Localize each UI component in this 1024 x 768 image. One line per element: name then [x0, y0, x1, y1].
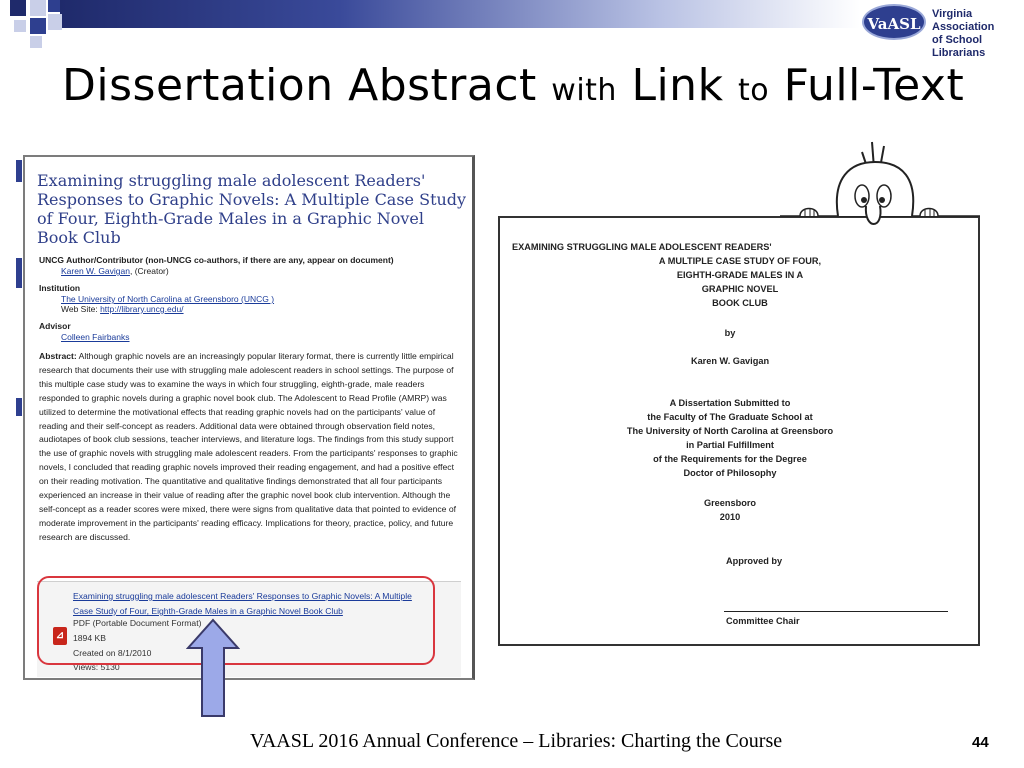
- submission-line: of the Requirements for the Degree: [653, 454, 807, 464]
- title-line: EIGHTH-GRADE MALES IN A: [676, 270, 804, 280]
- bullet-marker: [16, 160, 22, 182]
- decor-square: [48, 0, 60, 12]
- website-link[interactable]: http://library.uncg.edu/: [100, 304, 184, 314]
- title-part: with: [551, 73, 617, 108]
- author-line: [61, 266, 169, 276]
- decor-square: [14, 20, 26, 32]
- header-band: [60, 0, 860, 28]
- submission-line: the Faculty of The Graduate School at: [647, 412, 813, 422]
- dissertation-title-page: [498, 216, 980, 646]
- abstract-body: [39, 350, 459, 545]
- website-line: [61, 304, 184, 314]
- by-line: by: [724, 328, 736, 338]
- website-prefix: Web Site:: [61, 304, 101, 314]
- bullet-marker: [16, 398, 22, 416]
- approved-by: Approved by: [726, 556, 783, 566]
- institution-link[interactable]: The University of North Carolina at Greensboro (UNCG ): [61, 294, 275, 304]
- decor-square: [10, 0, 26, 16]
- up-arrow-icon: [186, 618, 240, 718]
- bullet-marker: [16, 258, 22, 288]
- title-part: to: [738, 73, 770, 108]
- decor-square: [30, 36, 42, 48]
- author-link[interactable]: Karen W. Gavigan: [61, 266, 130, 276]
- file-size: 1894 KB: [73, 633, 106, 643]
- file-created: Created on 8/1/2010: [73, 648, 152, 658]
- submission-line: The University of North Carolina at Greensboro: [626, 426, 834, 436]
- logo-mark: VaASL: [862, 4, 926, 40]
- fulltext-link[interactable]: Examining struggling male adolescent Readers' Responses to Graphic Novels: A Multiple Case Study of Four, Eighth-Grade Males in a Graphic Novel Book Club: [73, 591, 412, 616]
- title-part: Link: [616, 60, 739, 111]
- peeking-character-icon: [780, 138, 980, 250]
- institution-label: Institution: [39, 283, 81, 293]
- submission-line: in Partial Fulfillment: [686, 440, 774, 450]
- title-part: Dissertation Abstract: [62, 60, 552, 111]
- title-line: EXAMINING STRUGGLING MALE ADOLESCENT READERS': [512, 242, 772, 252]
- file-views: Views: 5130: [73, 662, 120, 672]
- author-role: , (Creator): [129, 266, 169, 276]
- city: Greensboro: [703, 498, 757, 508]
- abstract-label: Abstract:: [39, 351, 77, 361]
- abstract-text: Although graphic novels are an increasingly popular literary format, there is currently little empirical research that documents their use with struggling male adolescent readers in school settings. The purpose of this multiple case study was to examine the ways in which four struggling, eighth-grade, male readers responded to graphic novels during a graphic novel book club. The Adolescent to Read Profile (AMRP) was utilized to determine the motivational effects that reading graphic novels had on the participants' value of reading and their self-concept as readers. Additional data were obtained through observation field notes, audiotapes of book club sessions, teacher interviews, and literature logs. The findings from this study support the use of graphic novels with struggling male adolescent readers. From the participants' responses to graphic novels, I concluded that reading graphic novels improved their reading engagement, and had a positive effect on their reading motivation. The quantitative and qualitative findings demonstrated that all four participants experienced an increase in their value of reading after the graphic novel book club intervention. Although the self-concept as a reader scores were mixed, there were signs from qualitative data that pointed to evidence of moderate improvement in the participants' reading efficacy. Implications for theory, practice, policy, and future research are discussed.: [39, 351, 458, 542]
- logo-text: Virginia Association of School Librarians: [932, 8, 995, 59]
- vaasl-logo: [860, 2, 1020, 59]
- decor-square: [30, 18, 46, 34]
- author-name: Karen W. Gavigan: [690, 356, 770, 366]
- title-part: Full-Text: [769, 60, 965, 111]
- submission-line: Doctor of Philosophy: [683, 468, 777, 478]
- slide-title: [62, 60, 964, 111]
- pdf-icon[interactable]: ⊿: [53, 627, 67, 645]
- advisor-label: Advisor: [39, 321, 71, 331]
- author-label: UNCG Author/Contributor (non-UNCG co-authors, if there are any, appear on document): [39, 255, 394, 265]
- file-format: PDF (Portable Document Format): [73, 618, 202, 628]
- advisor-link[interactable]: Colleen Fairbanks: [61, 332, 130, 342]
- page-number: 44: [972, 734, 989, 751]
- signature-line: [724, 611, 948, 612]
- decor-square: [30, 0, 46, 16]
- committee-chair: Committee Chair: [726, 616, 800, 626]
- title-line: A MULTIPLE CASE STUDY OF FOUR,: [658, 256, 822, 266]
- title-line: BOOK CLUB: [712, 298, 768, 308]
- footer-text: VAASL 2016 Annual Conference – Libraries: Charting the Course: [250, 730, 783, 752]
- year: 2010: [719, 512, 741, 522]
- decor-square: [48, 14, 62, 30]
- title-line: GRAPHIC NOVEL: [701, 284, 779, 294]
- submission-line: A Dissertation Submitted to: [669, 398, 791, 408]
- abstract-title: Examining struggling male adolescent Readers' Responses to Graphic Novels: A Multiple Case Study of Four, Eighth-Grade Males in a Graphic Novel Book Club: [37, 171, 467, 247]
